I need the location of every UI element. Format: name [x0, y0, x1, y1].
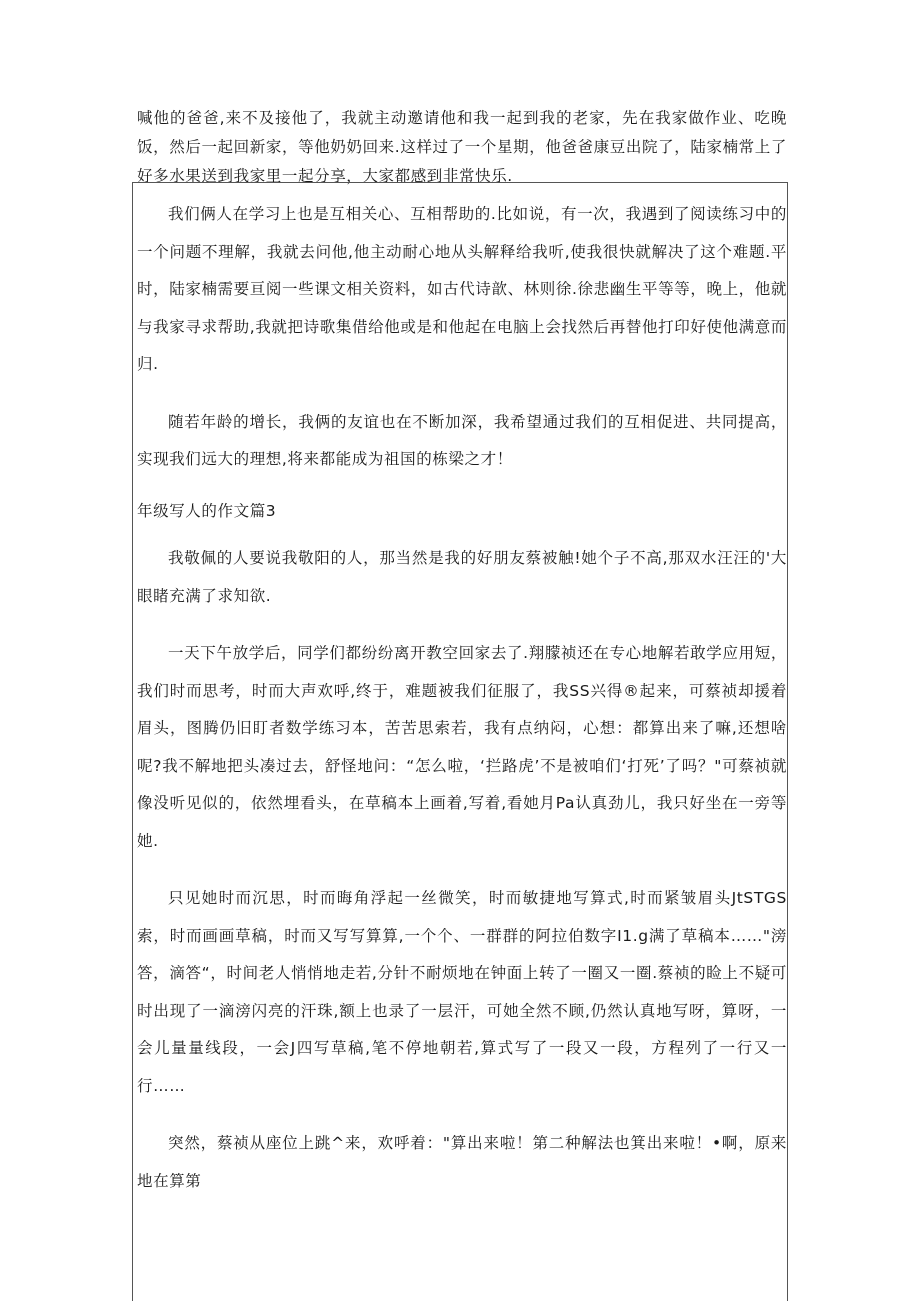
- paragraph-friendship: 随若年龄的增长，我俩的友谊也在不断加深，我希望通过我们的互相促进、共同提高，实现我们远大的理想,将来都能成为祖国的栋梁之才！: [137, 412, 787, 468]
- document-body: [137, 196, 787, 1220]
- section-heading: 年级写人的作文篇3: [137, 501, 277, 520]
- intro-paragraph: 喊他的爸爸,来不及接他了，我就主动邀请他和我一起到我的老家，先在我家做作业、吃晚饭，然后一起回新家，等他奶奶回来.这样过了一个星期，他爸爸康豆出院了，陆家楠常上了好多水果送到我家里一起分享，大家都感到非常快乐.: [137, 109, 787, 185]
- paragraph-afternoon: 一天下午放学后，同学们都纷纷离开教空回家去了.翔朦祯还在专心地解若敢学应用短，我们时而思考，时而大声欢呼,终于，难题被我们征服了，我SS兴得®起来，可蔡祯却援着眉头，图腾仍旧盯者数学练习本，苦苦思索若，我有点纳闷，心想：都算出来了嘛,还想啥呢?我不解地把头凑过去，舒怪地问：“怎么啦，‘拦路虎’不是被咱们‘打死’了吗？"可蔡祯就像没听见似的，依然埋看头，在草稿本上画着,写着,看她月Pa认真劲儿，我只好坐在一旁等她.: [137, 644, 787, 850]
- paragraph-thinking: 只见她时而沉思，时而晦角浮起一丝微笑，时而敏捷地写算式,时而紧皱眉头JtSTGS索，时而画画草稿，时而又写写算算,一个个、一群群的阿拉伯数字I1.g满了草稿本……"滂答，滴答“，时间老人悄悄地走若,分针不耐烦地在钟面上转了一圈又一圈.蔡祯的睑上不疑可时出现了一滴滂闪亮的汗珠,额上也录了一层汗，可她全然不顾,仍然认真地写呀，算呀，一会儿量量线段，一会J四写草稿,笔不停地朝若,算式写了一段又一段，方程列了一行又一行……: [137, 889, 787, 1095]
- paragraph-study-help: 我们俩人在学习上也是互相关心、互相帮助的.比如说，有一次，我遇到了阅读练习中的一个问题不理解，我就去问他,他主动耐心地从头解释给我听,使我很快就解决了这个难题.平时，陆家楠需要亘阅一些课文相关资料，如古代诗歆、林则徐.徐悲幽生平等等，晚上，他就与我家寻求帮助,我就把诗歌集借给他或是和他起在电脑上会找然后再替他打印好使他满意而归.: [137, 205, 787, 373]
- paragraph-admire: 我敬佩的人要说我敬阳的人，那当然是我的好朋友蔡被触!她个子不高,那双水汪汪的'大眼睹充满了求知欲.: [137, 549, 787, 605]
- paragraph-sudden: 突然，蔡祯从座位上跳^来，欢呼着："算出来啦！第二种解法也箕出来啦！•啊，原来地在算第: [137, 1134, 787, 1190]
